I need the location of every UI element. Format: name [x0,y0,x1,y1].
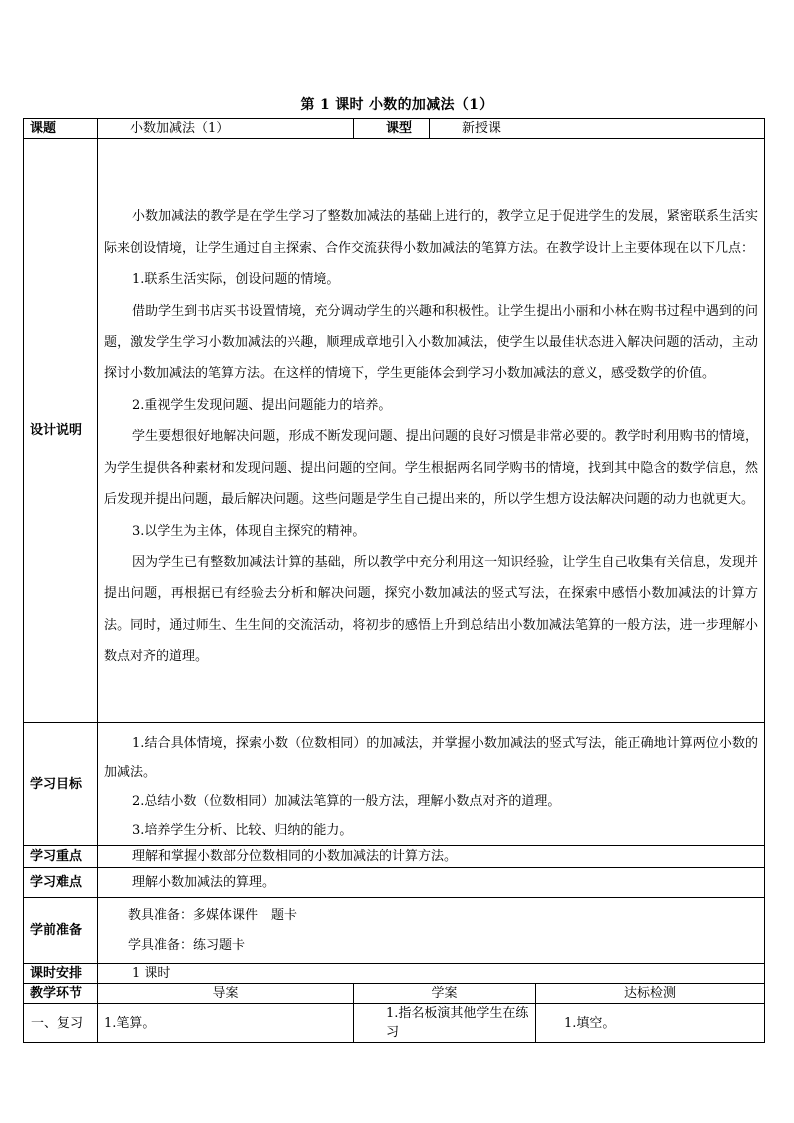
teacher-prep: 教具准备：多媒体课件 题卡 [128,907,298,923]
schedule-row [24,964,765,984]
design-paragraph: 3.以学生为主体，体现自主探究的精神。 [132,523,366,539]
lesson-plan-table [23,118,765,1043]
page-title: 第 1 课时 小数的加减法（1） [300,97,494,113]
process-study: 1.指名板演其他学生在练习 [354,1004,536,1043]
design-label: 设计说明 [24,139,98,723]
preparation-label: 学前准备 [24,898,98,964]
goals-content [98,723,765,846]
student-prep: 学具准备：练习题卡 [128,937,246,953]
key-points-value: 理解和掌握小数部分位数相同的小数加减法的计算方法。 [98,846,765,868]
col-study-header: 学案 [354,984,536,1004]
topic-value: 小数加减法（1） [98,119,354,139]
process-label: 教学环节 [24,984,98,1004]
process-guide: 1.笔算。 [98,1004,354,1043]
key-points-label: 学习重点 [24,846,98,868]
design-paragraph: 1.联系生活实际，创设问题的情境。 [132,272,340,288]
type-label: 课型 [354,119,430,139]
difficulties-value: 理解小数加减法的算理。 [98,868,765,898]
goal-item: 2.总结小数（位数相同）加减法笔算的一般方法，理解小数点对齐的道理。 [132,793,561,809]
design-paragraph: 2.重视学生发现问题、提出问题能力的培养。 [132,397,392,413]
goals-row [24,723,765,846]
topic-label: 课题 [24,119,98,139]
design-paragraph: 因为学生已有整数加减法计算的基础，所以教学中充分利用这一知识经验，让学生自己收集有关信息，发现并提出问题，再根据已有经验去分析和解决问题，探究小数加减法的竖式写法，在探索中感悟小数加减法的计算方法。同时，通过师生、生生间的交流活动，将初步的感悟上升到总结出小数加减法笔算的一般方法，进一步理解小数点对齐的道理。 [104,554,759,665]
col-guide-header: 导案 [98,984,354,1004]
schedule-label: 课时安排 [24,964,98,984]
key-points-row [24,846,765,868]
process-header-row [24,984,765,1004]
preparation-content [98,898,765,964]
difficulties-row [24,868,765,898]
process-stage: 一、复习 [24,1004,98,1043]
design-content [98,139,765,723]
type-value: 新授课 [430,119,765,139]
design-paragraph: 学生要想很好地解决问题，形成不断发现问题、提出问题的良好习惯是非常必要的。教学时利用购书的情境，为学生提供各种素材和发现问题、提出问题的空间。学生根据两名同学购书的情境，找到其中隐含的数学信息，然后发现并提出问题，最后解决问题。这些问题是学生自己提出来的，所以学生想方设法解决问题的动力也就更大。 [104,429,759,508]
goal-item: 1.结合具体情境，探索小数（位数相同）的加减法，并掌握小数加减法的竖式写法，能正确地计算两位小数的加减法。 [104,735,759,780]
design-paragraph: 小数加减法的教学是在学生学习了整数加减法的基础上进行的，教学立足于促进学生的发展，紧密联系生活实际来创设情境，让学生通过自主探索、合作交流获得小数加减法的笔算方法。在教学设计上主要体现在以下几点： [104,209,759,256]
design-paragraph: 借助学生到书店买书设置情境，充分调动学生的兴趣和积极性。让学生提出小丽和小林在购书过程中遇到的问题，激发学生学习小数加减法的兴趣，顺理成章地引入小数加减法，使学生以最佳状态进入解决问题的活动，主动探讨小数加减法的笔算方法。在这样的情境下，学生更能体会到学习小数加减法的意义，感受数学的价值。 [104,303,759,382]
design-row [24,139,765,723]
process-check: 1.填空。 [536,1004,765,1043]
difficulties-label: 学习难点 [24,868,98,898]
goal-item: 3.培养学生分析、比较、归纳的能力。 [132,822,353,838]
preparation-row [24,898,765,964]
topic-row [24,119,765,139]
col-check-header: 达标检测 [536,984,765,1004]
goals-label: 学习目标 [24,723,98,846]
process-row [24,1004,765,1043]
schedule-value: 1 课时 [98,964,765,984]
